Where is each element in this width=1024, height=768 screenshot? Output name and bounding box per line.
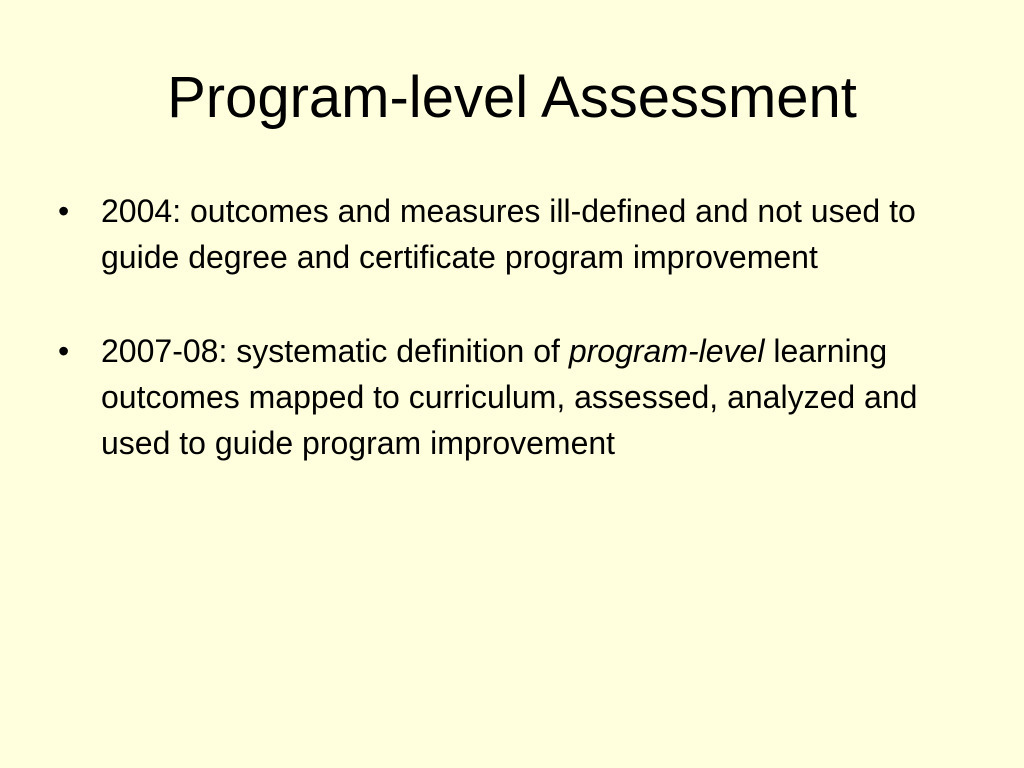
bullet-icon: • xyxy=(58,333,70,369)
italic-emphasis: program-level xyxy=(568,333,765,369)
bullet-text: 2004: outcomes and measures ill-defined and not used to guide degree and certificate program improvement xyxy=(101,193,916,275)
bullet-text xyxy=(101,333,917,461)
bullet-text-end: learning outcomes mapped to curriculum, assessed, analyzed and used to guide program improvement xyxy=(101,333,918,461)
slide-title: Program-level Assessment xyxy=(167,65,857,130)
bullet-text-start: 2007-08: systematic definition of xyxy=(101,333,569,369)
bullet-icon: • xyxy=(58,193,70,229)
bullet-item-2004 xyxy=(58,188,978,280)
bullet-item-2007-08 xyxy=(58,328,978,466)
bullet-list xyxy=(58,188,978,514)
